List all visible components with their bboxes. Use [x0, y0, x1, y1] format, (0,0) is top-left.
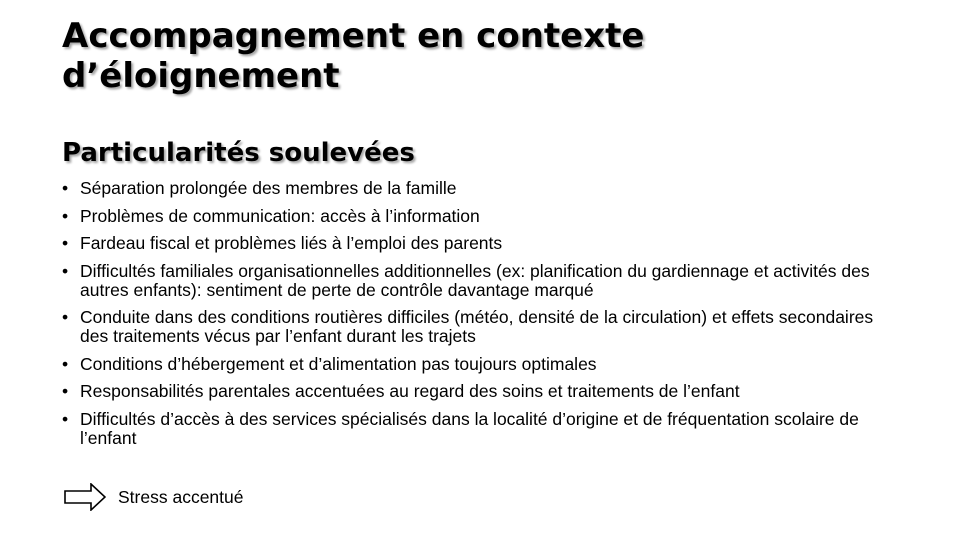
conclusion-row	[64, 483, 243, 511]
slide-title	[62, 16, 922, 96]
bullet-list	[62, 179, 902, 456]
bullet-item: • Conditions d’hébergement et d’alimentation pas toujours optimales	[62, 355, 902, 374]
bullet-item: • Fardeau fiscal et problèmes liés à l’emploi des parents	[62, 234, 902, 253]
bullet-item: • Difficultés d’accès à des services spécialisés dans la localité d’origine et de fréquentation scolaire de l’enfant	[62, 410, 902, 448]
bullet-item: • Conduite dans des conditions routières difficiles (météo, densité de la circulation) et effets secondaires des traitements vécus par l’enfant durant les trajets	[62, 308, 902, 346]
right-arrow-icon	[64, 483, 106, 511]
bullet-item: • Difficultés familiales organisationnelles additionnelles (ex: planification du gardiennage et activités des autres enfants): sentiment de perte de contrôle davantage marqué	[62, 262, 902, 300]
bullet-item: • Séparation prolongée des membres de la famille	[62, 179, 902, 198]
slide-title-line: Accompagnement en contexte	[62, 16, 645, 56]
bullet-item: • Responsabilités parentales accentuées au regard des soins et traitements de l’enfant	[62, 382, 902, 401]
bullet-item: • Problèmes de communication: accès à l’information	[62, 207, 902, 226]
slide-subtitle: Particularités soulevées	[62, 138, 415, 168]
slide-title-line: d’éloignement	[62, 56, 340, 96]
conclusion-label: Stress accentué	[118, 487, 244, 507]
